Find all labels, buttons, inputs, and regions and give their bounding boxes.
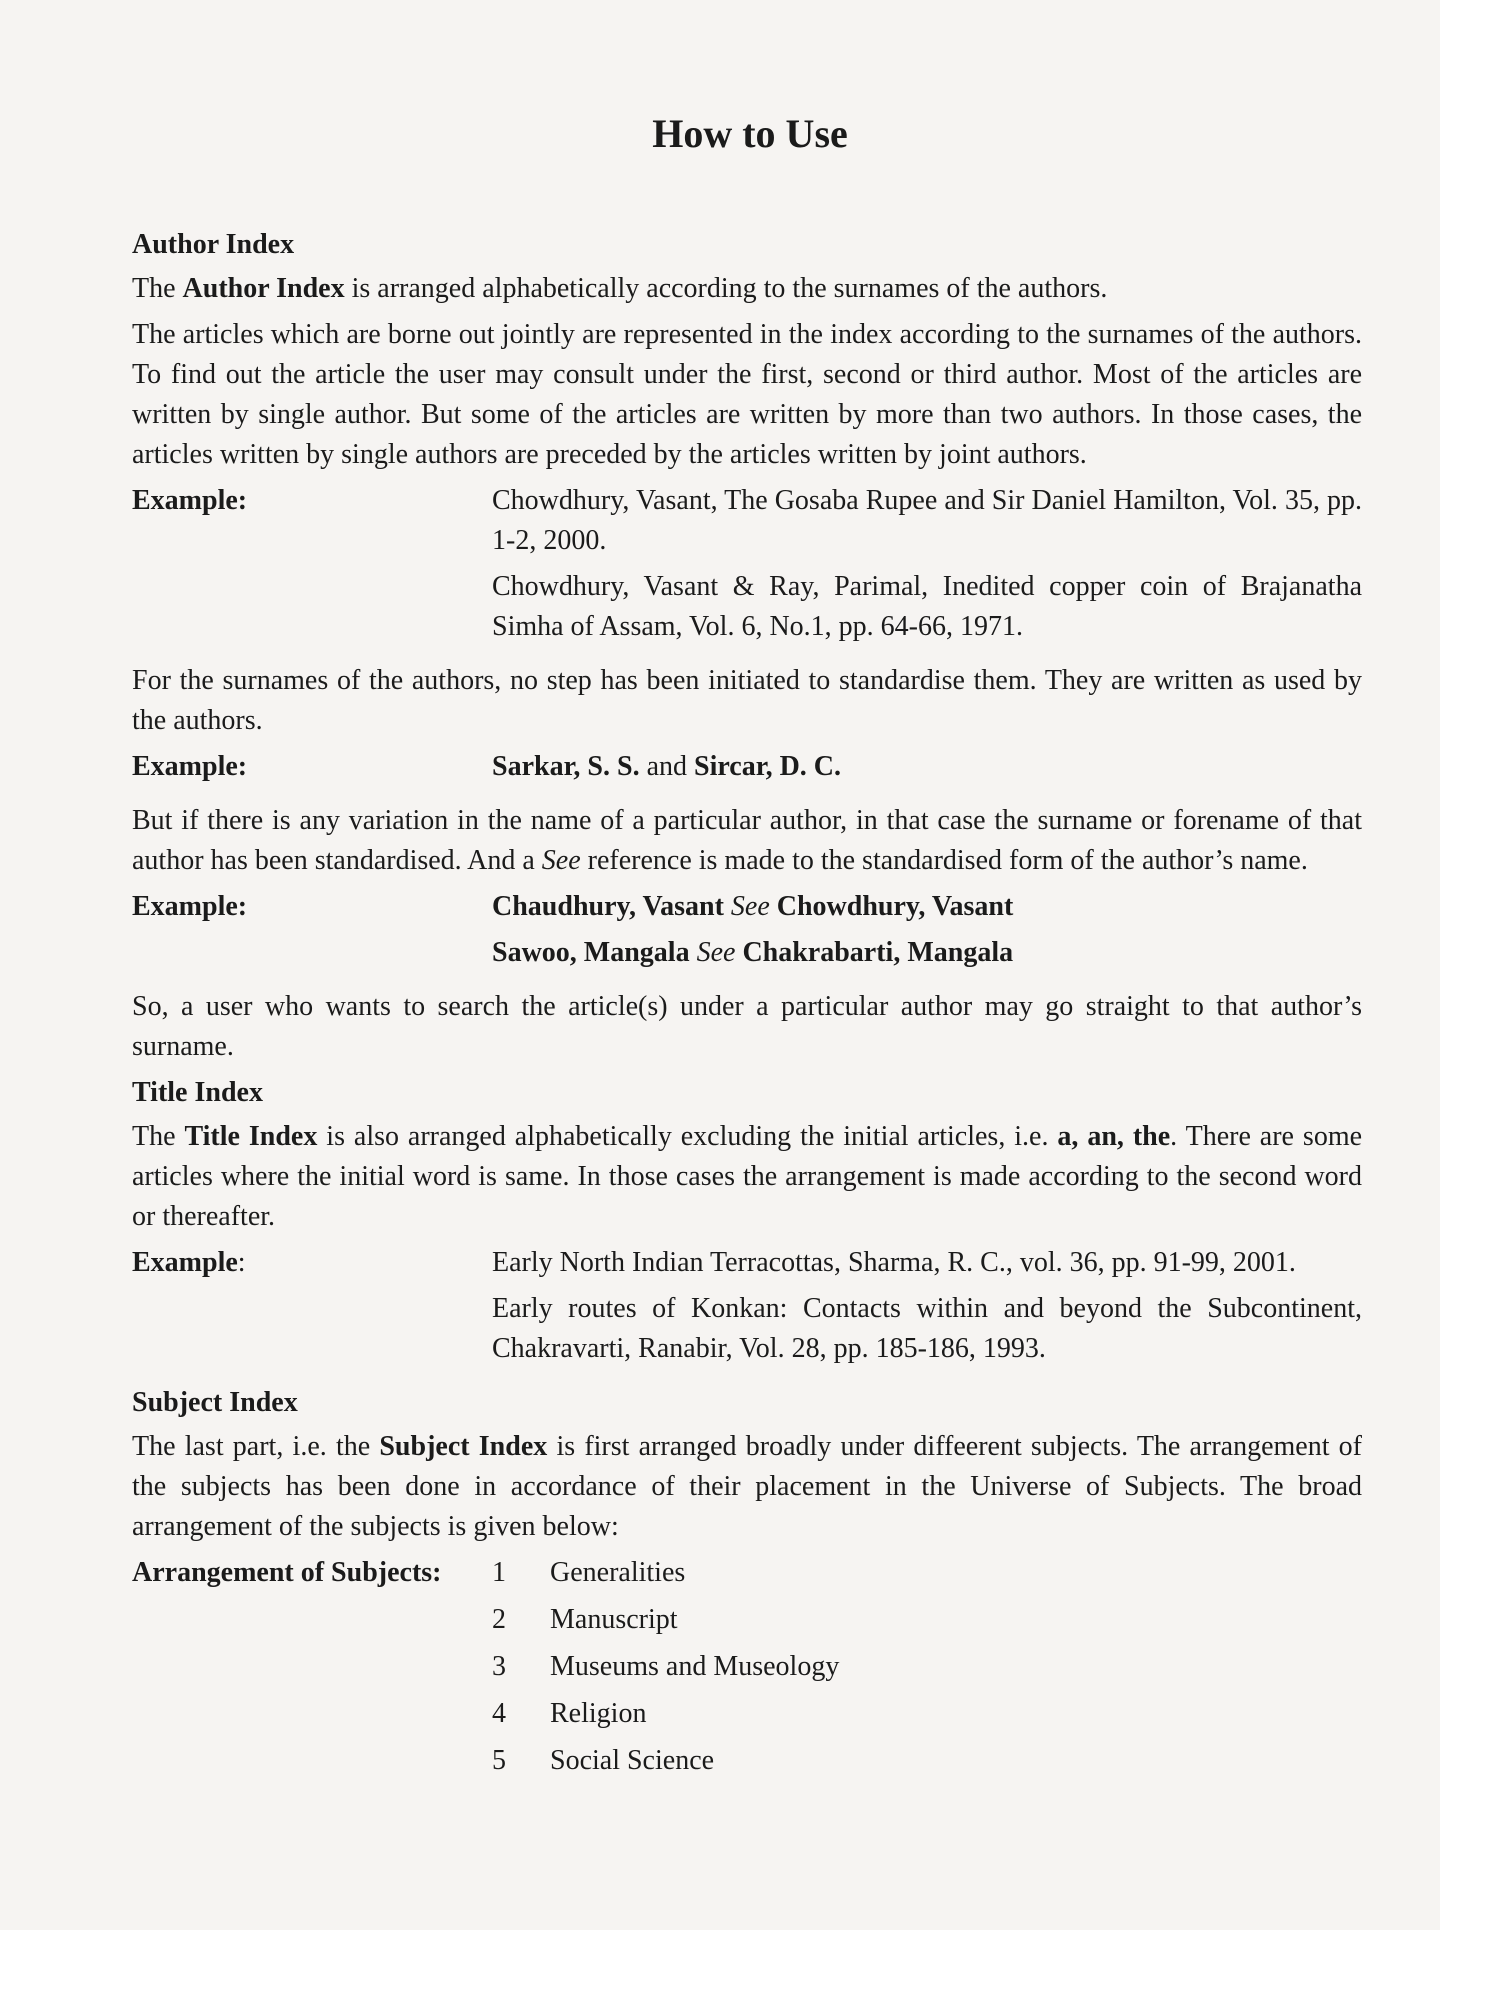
see-reference: Chaudhury, Vasant See Chowdhury, Vasant: [492, 891, 1014, 922]
title-index-text: The Title Index is also arranged alphabetically excluding the initial articles, i.e. a, an, the. There are some articles where the initial word is same. In those cases the arrangement is made according to the second word or thereafter.: [132, 1121, 1363, 1232]
author-index-paragraph-4: But if there is any variation in the name of a particular author, in that case the surname or forename of that author has been standardised. And a See reference is made to the standardised form of the author’s name.: [132, 805, 1362, 876]
subject-name: Generalities: [550, 1557, 686, 1588]
subject-index-heading: Subject Index: [132, 1387, 298, 1418]
author-index-intro: The Author Index is arranged alphabetically according to the surnames of the authors.: [132, 273, 1108, 304]
author-index-paragraph-2: The articles which are borne out jointly are represented in the index according to the surnames of the authors. To find out the article the user may consult under the first, second or third author. Most of the articles are written by single author. But some of the articles are written by more than two authors. In those cases, the articles written by single authors are preceded by the articles written by joint authors.: [132, 319, 1362, 470]
example-entry: Chowdhury, Vasant & Ray, Parimal, Inedited copper coin of Brajanatha Simha of Assam, Vol. 6, No.1, pp. 64-66, 1971.: [492, 571, 1362, 642]
example-entry: Sarkar, S. S. and Sircar, D. C.: [492, 751, 842, 782]
author-index-heading: Author Index: [132, 229, 295, 260]
author-example-3: [132, 887, 1362, 979]
subject-number: 1: [492, 1557, 506, 1588]
arrangement-label: Arrangement of Subjects:: [132, 1557, 442, 1588]
subject-name: Social Science: [550, 1745, 715, 1776]
subject-name: Museums and Museology: [550, 1651, 840, 1682]
author-example-2: [132, 747, 1362, 793]
title-example: [132, 1243, 1362, 1375]
example-entry: Early North Indian Terracottas, Sharma, R. C., vol. 36, pp. 91-99, 2001.: [492, 1247, 1296, 1278]
example-label: Example:: [132, 1247, 246, 1278]
example-entry: Early routes of Konkan: Contacts within and beyond the Subcontinent, Chakravarti, Ranabir, Vol. 28, pp. 185-186, 1993.: [492, 1293, 1362, 1364]
author-index-paragraph-5: So, a user who wants to search the article(s) under a particular author may go straight to that author’s surname.: [132, 991, 1362, 1062]
subject-number: 3: [492, 1651, 506, 1682]
subject-number: 5: [492, 1745, 506, 1776]
document-body: [132, 225, 1362, 1788]
example-label: Example:: [132, 751, 248, 782]
subject-number: 4: [492, 1698, 506, 1729]
subject-item: [492, 1647, 1362, 1694]
subject-number: 2: [492, 1604, 506, 1635]
title-index-heading: Title Index: [132, 1077, 263, 1108]
subject-item: [492, 1741, 1362, 1788]
author-index-paragraph-3: For the surnames of the authors, no step has been initiated to standardise them. They are written as used by the authors.: [132, 665, 1362, 736]
subject-name: Manuscript: [550, 1604, 678, 1635]
see-reference: Sawoo, Mangala See Chakrabarti, Mangala: [492, 937, 1014, 968]
subject-arrangement: [132, 1553, 1362, 1788]
page-title: How to Use: [652, 111, 848, 156]
subject-item: [492, 1600, 1362, 1647]
subject-index-text: The last part, i.e. the Subject Index is first arranged broadly under diffeerent subjects. The arrangement of the subjects has been done in accordance of their placement in the Universe of Subjects. The broad arrangement of the subjects is given below:: [132, 1431, 1362, 1542]
subject-item: [492, 1553, 1362, 1600]
example-entry: Chowdhury, Vasant, The Gosaba Rupee and Sir Daniel Hamilton, Vol. 35, pp. 1-2, 2000.: [492, 485, 1362, 556]
example-label: Example:: [132, 891, 248, 922]
subject-item: [492, 1694, 1362, 1741]
example-label: Example:: [132, 485, 248, 516]
subject-list: [492, 1553, 1362, 1788]
author-example-1: [132, 481, 1362, 653]
subject-name: Religion: [550, 1698, 647, 1729]
